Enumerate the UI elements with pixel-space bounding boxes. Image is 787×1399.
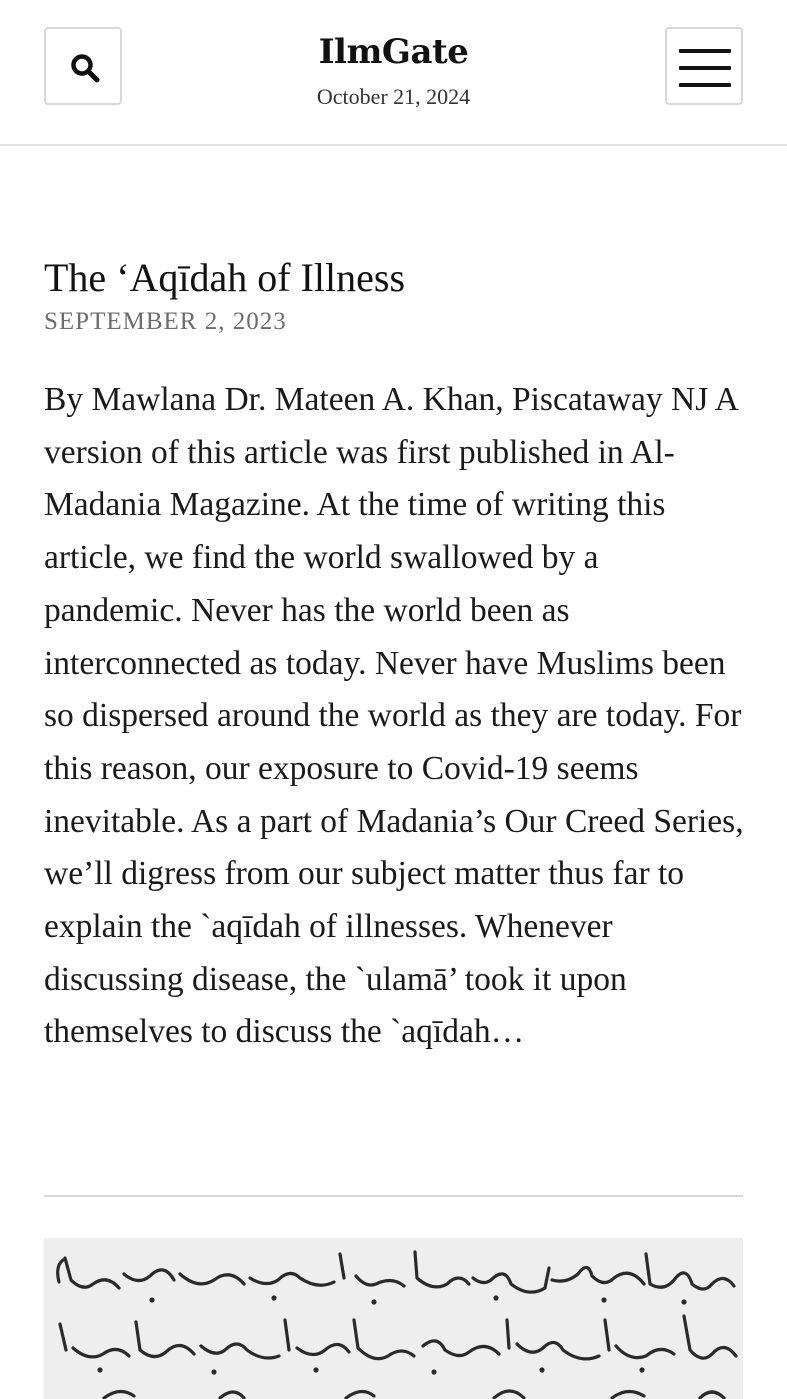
article-card — [44, 250, 744, 1059]
site-header — [0, 0, 787, 146]
article-date: SEPTEMBER 2, 2023 — [44, 308, 287, 335]
handwritten-arabic-manuscript-image — [44, 1238, 743, 1399]
search-icon — [70, 53, 100, 83]
search-button[interactable] — [44, 27, 122, 105]
manuscript-image[interactable] — [44, 1238, 743, 1399]
article-divider — [44, 1195, 743, 1197]
hamburger-menu-icon — [679, 49, 731, 87]
header-date: October 21, 2024 — [316, 84, 471, 109]
article-excerpt: By Mawlana Dr. Mateen A. Khan, Piscataway NJ A version of this article was first published in Al-Madania Magazine. At the time of writing this article, we find the world swallowed by a pandemic. Never has the world been as interconnected as today. Never have Muslims been so dispersed around the world as they are today. For this reason, our exposure to Covid-19 seems inevitable. As a part of Madania’s Our Creed Series, we’ll digress from our subject matter thus far to explain the `aqīdah of illnesses. Whenever discussing disease, the `ulamā’ took it upon themselves to discuss the `aqīdah… — [44, 381, 744, 1051]
menu-button[interactable] — [665, 27, 743, 105]
article-title-link[interactable]: The ‘Aqīdah of Illness — [44, 255, 406, 300]
site-title[interactable]: IlmGate — [318, 32, 469, 72]
